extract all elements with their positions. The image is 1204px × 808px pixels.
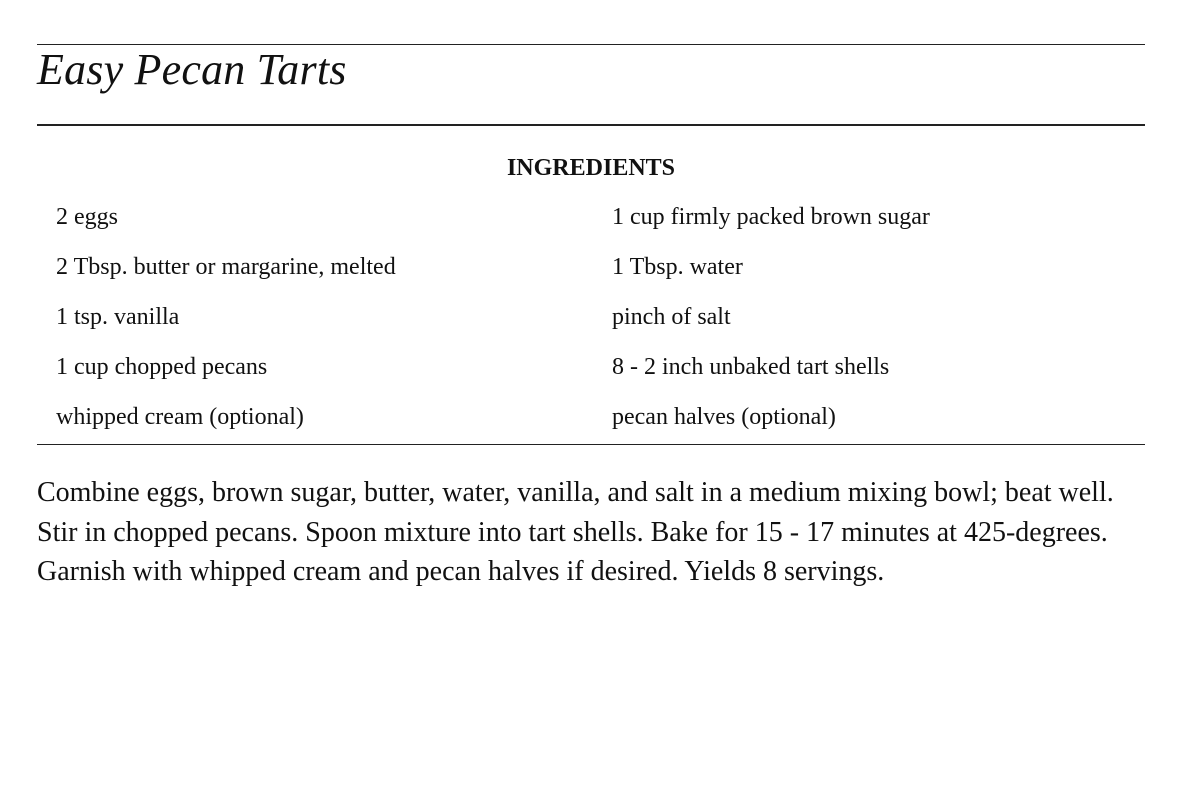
ingredient-item: 1 Tbsp. water: [612, 254, 743, 280]
ingredients-section: [37, 155, 1145, 445]
ingredient-item: 1 cup chopped pecans: [56, 354, 268, 380]
ingredient-item: 1 cup firmly packed brown sugar: [612, 204, 930, 230]
recipe-card: [37, 44, 1145, 620]
ingredient-item: pecan halves (optional): [612, 404, 836, 430]
ingredients-heading: INGREDIENTS: [506, 155, 676, 181]
ingredient-item: 2 Tbsp. butter or margarine, melted: [56, 254, 396, 280]
ingredient-item: pinch of salt: [612, 304, 731, 330]
title-rule: [37, 124, 1145, 126]
recipe-instructions: Combine eggs, brown sugar, butter, water, vanilla, and salt in a medium mixing bowl; beat well. Stir in chopped pecans. Spoon mixture into tart shells. Bake for 15 - 17 minutes at 425-degrees. Garnish with whipped cream and pecan halves if desired. Yields 8 servings.: [37, 477, 1114, 587]
ingredients-list: [37, 192, 1145, 442]
ingredient-item: 1 tsp. vanilla: [56, 304, 180, 330]
ingredient-item: whipped cream (optional): [56, 404, 304, 430]
ingredient-item: 2 eggs: [56, 204, 118, 230]
ingredient-item: 8 - 2 inch unbaked tart shells: [612, 354, 890, 380]
recipe-title: Easy Pecan Tarts: [37, 45, 347, 94]
